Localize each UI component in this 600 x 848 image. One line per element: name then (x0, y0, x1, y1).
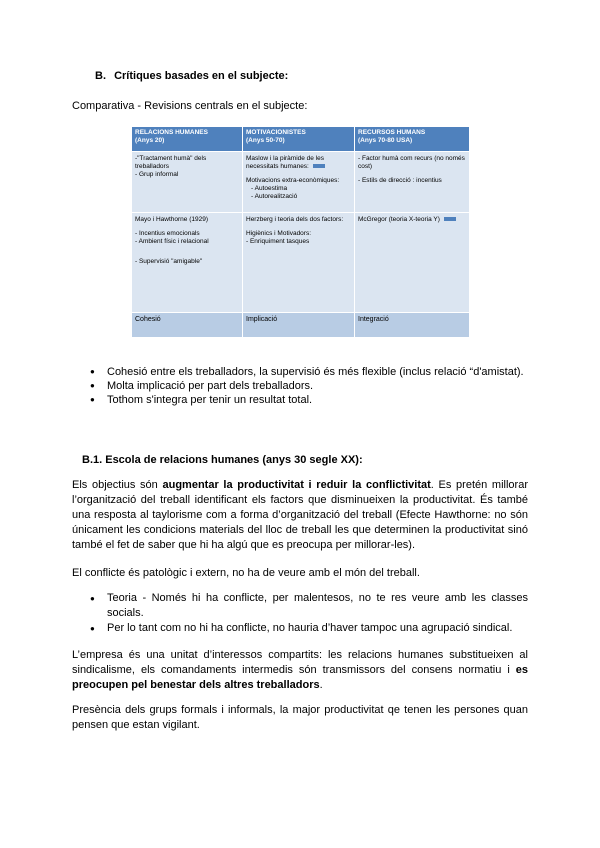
table-header-row (132, 127, 470, 151)
table-row (132, 312, 470, 337)
highlight-marker (444, 217, 456, 221)
header-motivacionistes: MOTIVACIONISTES (Anys 50-70) (243, 127, 355, 151)
list-item: ● Teoria - Només hi ha conflicte, per malentesos, no te res veure amb les classes socials. (90, 591, 528, 621)
table-cell: Mayo i Hawthorne (1929) - Incentius emocionals - Ambient físic i relacional - Supervisió "amigable" (132, 212, 243, 312)
section-b1-heading: B.1. Escola de relacions humanes (anys 30 segle XX): (82, 454, 363, 466)
table-cell: McGregor (teoria X-teoria Y) (355, 212, 470, 312)
table-cell: Herzberg i teoria dels dos factors: Higiènics i Motivadors: - Enriquiment tasques (243, 212, 355, 312)
header-recursos-humans: RECURSOS HUMANS (Anys 70-80 USA) (355, 127, 470, 151)
header-relacions-humanes: RELACIONS HUMANES (Anys 20) (132, 127, 243, 151)
table-cell: Maslow i la piràmide de les necessitats humanes: Motivacions extra-econòmiques: - Autoestima - Autorealització (243, 151, 355, 212)
paragraph-objectives: Els objectius són augmentar la productivitat i reduir la conflictivitat. Es pretén millorar l’organització del treball identificant els factors que disminueixen la productivitat. És també una resposta al taylorisme com a forma d’organització del treball (Efecte Hawthorne: no són únicament les condicions materials del lloc de treball les que determinen la productivitat sinó també el fet de saber que hi ha algú que es preocupa per millorar-les). (72, 479, 528, 551)
section-b-heading (95, 70, 288, 82)
list-item: ● Tothom s'integra per tenir un resultat total. (90, 393, 530, 407)
comparison-table (132, 127, 470, 337)
table-row (132, 212, 470, 312)
list-item: ● Cohesió entre els treballadors, la supervisió és més flexible (inclus relació “d'amistat). (90, 365, 530, 379)
table-cell: Cohesió (132, 312, 243, 337)
table-cell: -"Tractament humà" dels treballadors - Grup informal (132, 151, 243, 212)
paragraph-conflict: El conflicte és patològic i extern, no ha de veure amb el món del treball. (72, 567, 420, 579)
list-item: ● Per lo tant com no hi ha conflicte, no hauria d’haver tampoc una agrupació sindical. (90, 621, 528, 636)
section-b-title: Crítiques basades en el subjecte: (114, 70, 289, 82)
intro-text: Comparativa - Revisions centrals en el subjecte: (72, 100, 308, 112)
table-row (132, 151, 470, 212)
list-item: ● Molta implicació per part dels treballadors. (90, 379, 530, 393)
table-cell: Implicació (243, 312, 355, 337)
conflict-bullets (90, 591, 528, 636)
highlight-marker (313, 164, 325, 168)
table-cell: - Factor humà com recurs (no només cost) - Estils de direcció : incentius (355, 151, 470, 212)
paragraph-company: L’empresa és una unitat d’interessos compartits: les relacions humanes substitueixen al sindicalisme, els comandaments intermedis són transmissors del consens normatiu i es preocupen pel benestar dels altres treballadors. (72, 649, 528, 691)
paragraph-groups: Presència dels grups formals i informals, la major productivitat qe tenen les persones quan pensen que estan vigilant. (72, 704, 528, 731)
summary-bullets (90, 365, 530, 407)
table-cell: Integració (355, 312, 470, 337)
section-b-number: B. (95, 70, 106, 82)
